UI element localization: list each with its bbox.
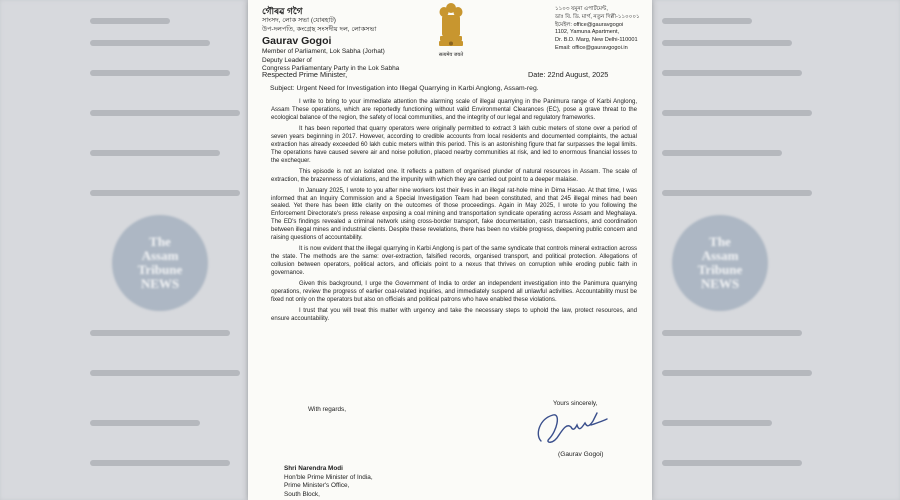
address-line: Dr. B.D. Marg, New Delhi-110001 (555, 37, 638, 44)
recipient-line: Prime Minister's Office, (284, 482, 350, 490)
blurred-line (662, 370, 812, 376)
sender-subtitle-bengali: সাংসদ, লোক সভা (যোৰহাট) (262, 17, 336, 24)
signatory-name: (Gaurav Gogoi) (558, 451, 604, 458)
blurred-line (662, 70, 802, 76)
letterhead-left (262, 6, 412, 74)
blurred-line (662, 40, 792, 46)
body-paragraph: I trust that you will treat this matter with urgency and take the necessary steps to uphold the law, protect resources, and ensure accountability. (271, 307, 637, 322)
handwritten-signature (531, 405, 611, 449)
blurred-line (662, 330, 802, 336)
blurred-background-right (652, 0, 900, 500)
blurred-line (662, 150, 782, 156)
blurred-line (90, 420, 200, 426)
body-paragraph: I write to bring to your immediate attention the alarming scale of illegal quarrying in the Panimura range of Karbi Anglong, Assam These operations, which are reportedly functioning without valid Environmental Clearances (EC), pose a grave threat to the ecological balance of the region, the safety of local communities, and the integrity of our legal and regulatory frameworks. (271, 99, 637, 121)
blurred-line (90, 40, 210, 46)
sender-title: Member of Parliament, Lok Sabha (Jorhat) (262, 48, 385, 55)
address-line: ইমেইল: office@gauravgogoi (555, 21, 624, 28)
letter-body (271, 99, 637, 327)
recipient-line: Hon'ble Prime Minister of India, (284, 473, 373, 481)
blurred-line (90, 70, 230, 76)
blurred-line (662, 18, 752, 24)
address-line: ডাঃ বি. ডি. মাৰ্গ, নতুন দিল্লী-১১০০০১ (555, 13, 640, 20)
emblem-motto: सत्यमेव जयते (438, 52, 464, 58)
blurred-line (662, 190, 812, 196)
body-paragraph: It has been reported that quarry operators were originally permitted to extract 3 lakh cubic meters of stone over a period of seven years beginning in 2017. However, according to credible accounts from local residents and documented complaints, the actual extraction has already exceeded 60 lakh cubic meters within this period. This is an astonishing figure that far surpasses the legal limits. The operations have caused severe air and noise pollution, placed nearby communities at risk, and led to enormous financial losses to the exchequer. (271, 125, 637, 164)
letter-page (248, 0, 652, 500)
blurred-line (90, 370, 240, 376)
body-paragraph: It is now evident that the illegal quarrying in Karbi Anglong is part of the same syndicate that controls mineral extraction across the state. The methods are the same: over-extraction, falsified records, organised transport, and political protection. Allegations of collusion between operators, political actors, and officials point to a nexus that thrives on corruption while eroding public faith in governance. (271, 246, 637, 276)
letterhead-right (555, 6, 650, 53)
blurred-line (90, 110, 240, 116)
blurred-line (90, 18, 170, 24)
blurred-line (90, 190, 240, 196)
address-line: 1102, Yamuna Apartment, (555, 29, 620, 36)
body-paragraph: This episode is not an isolated one. It reflects a pattern of organised plunder of natural resources in Assam. The scale of extraction, the brazenness of violations, and the impunity with which they are carried out point to a deeper malaise. (271, 168, 637, 183)
letter-date: Date: 22nd August, 2025 (528, 70, 609, 79)
recipient-block (284, 465, 373, 499)
sender-name-bengali: গৌৰৱ গগৈ (262, 6, 303, 16)
blurred-line (90, 460, 230, 466)
letter-subject: Subject: Urgent Need for Investigation into Illegal Quarrying in Karbi Anglong, Assam-reg. (270, 85, 539, 92)
sender-name: Gaurav Gogoi (262, 35, 332, 47)
watermark-logo: The Assam Tribune NEWS (672, 215, 768, 311)
sender-title: Deputy Leader of (262, 56, 312, 64)
watermark-logo: The Assam Tribune NEWS (112, 215, 208, 311)
blurred-line (90, 330, 230, 336)
sender-subtitle-bengali: উপ-দলপতি, কংগ্ৰেছ সংসদীয় দল, লোকসভা (262, 25, 377, 33)
body-paragraph: In January 2025, I wrote to you after nine workers lost their lives in an illegal rat-hole mine in Dima Hasao. At that time, I was informed that an Inquiry Commission and a Special Investigation Team had been constituted, and that 245 illegal mines had been sealed. Yet there has been little clarity on the outcomes of those proceedings. Again in May 2025, I wrote to you following the Enforcement Directorate's press release exposing a coal mining and transportation syndicate operating across Assam and Meghalaya. The ED's findings revealed a criminal network using cross-border transport, fake documentation, cash transactions, and coordination between illegal mines and industrial clients. Despite these revelations, there has been no visible progress, deepening public concern and raising questions of accountability. (271, 187, 637, 242)
salutation: Respected Prime Minister, (262, 70, 348, 79)
address-line: ১১০৩ যমুনা এপাৰ্টমেন্ট, (555, 6, 608, 12)
blurred-line (662, 460, 802, 466)
body-paragraph: Given this background, I urge the Government of India to order an independent investigation into the Panimura quarrying operations, review the progress of earlier coal-related inquiries, and immediately suspend all unlawful activities. Accountability must be fixed not only on the operators but also on officials and political patrons who have enabled these violations. (271, 280, 637, 303)
sender-title: Congress Parliamentary Party in the Lok Sabha (262, 65, 400, 72)
address-line: Email: office@gauravgogoi.in (555, 44, 628, 51)
yours-sincerely: Yours sincerely, (553, 400, 598, 407)
recipient-line: South Block, (284, 490, 320, 498)
closing-regards: With regards, (308, 406, 347, 413)
recipient-name: Shri Narendra Modi (284, 465, 343, 472)
blurred-background-left (0, 0, 248, 500)
blurred-line (662, 420, 772, 426)
blurred-line (662, 110, 812, 116)
blurred-line (90, 150, 220, 156)
